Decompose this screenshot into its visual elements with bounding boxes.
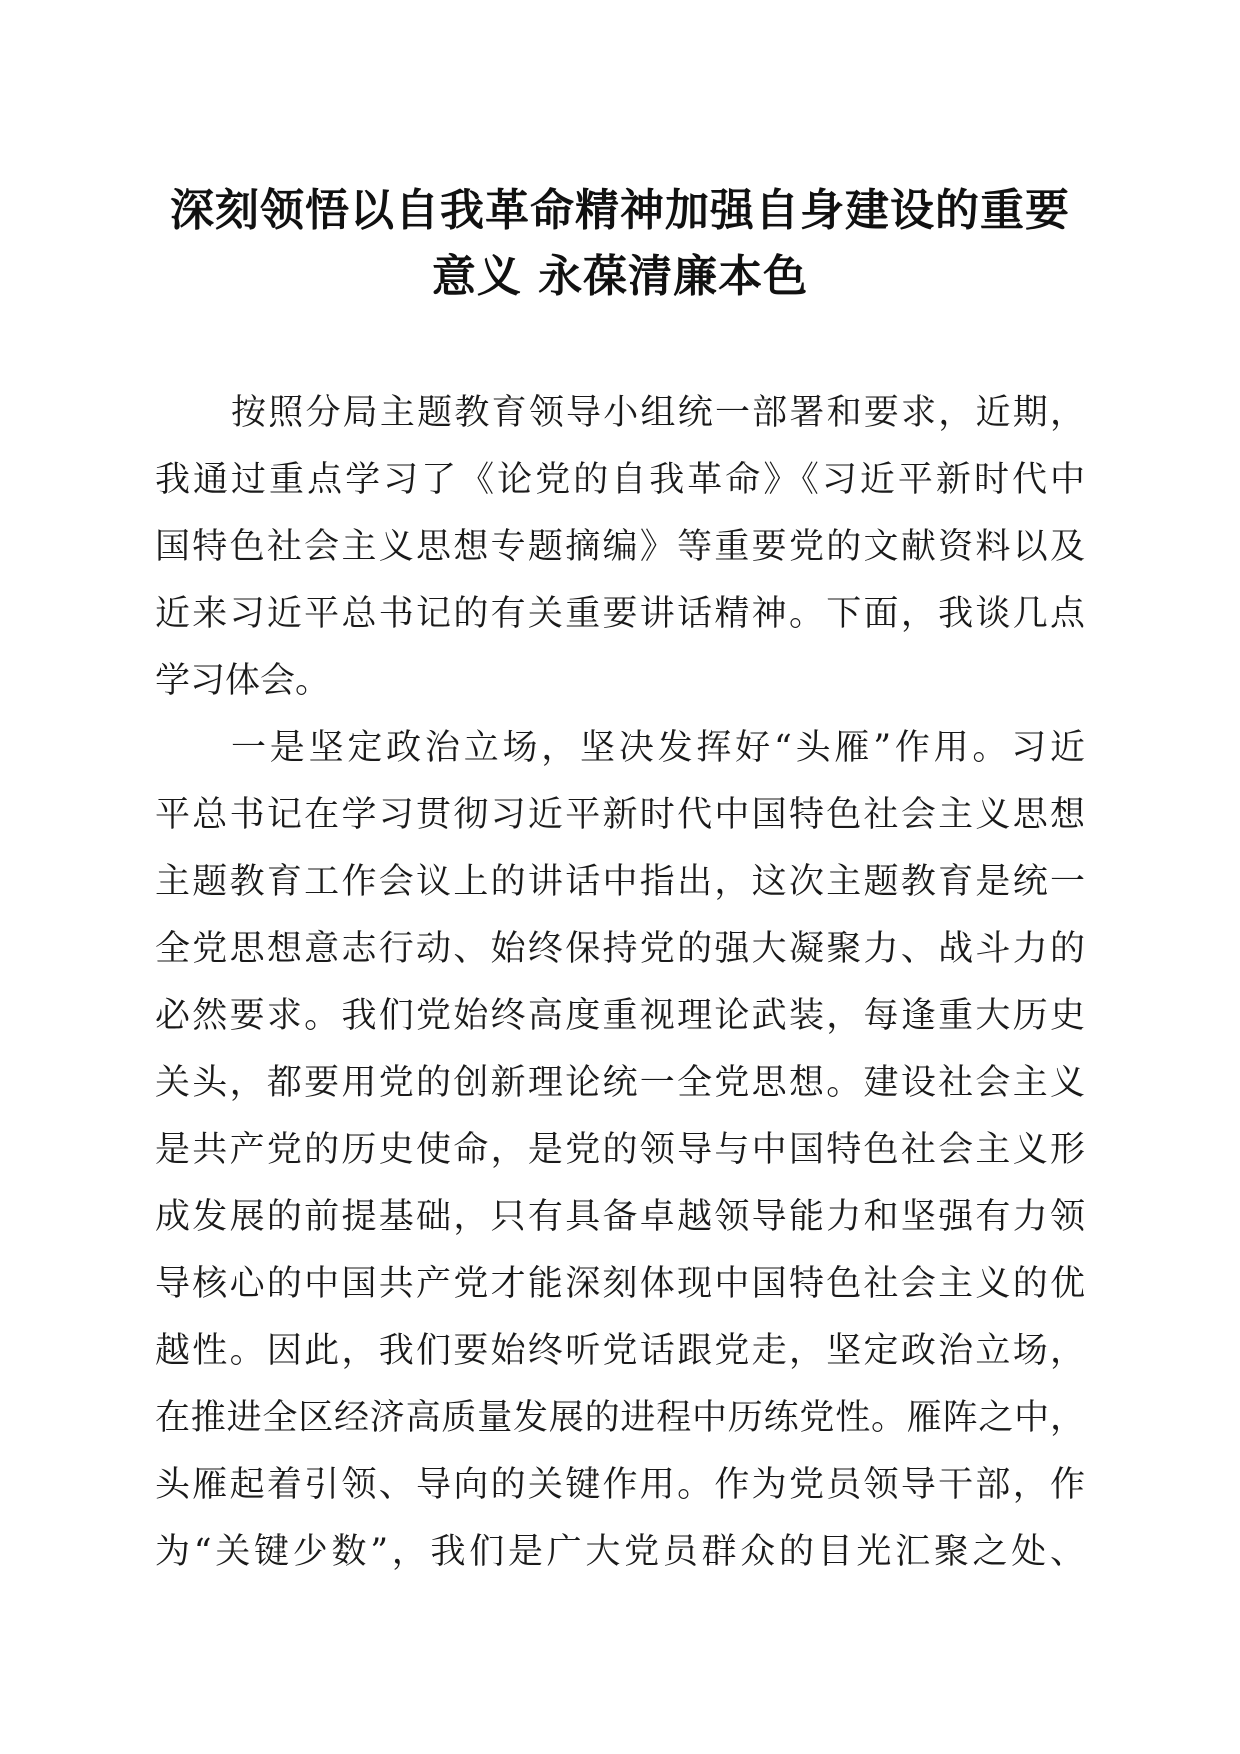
text-line: 是共产党的历史使命，是党的领导与中国特色社会主义形 (155, 1130, 1085, 1170)
text-line: 我通过重点学习了《论党的自我革命》《习近平新时代中 (155, 460, 1085, 500)
text-line: 主题教育工作会议上的讲话中指出，这次主题教育是统一 (155, 862, 1085, 902)
text-line: 按照分局主题教育领导小组统一部署和要求，近期， (231, 393, 1085, 433)
document-title (150, 178, 1090, 310)
text-line: 近来习近平总书记的有关重要讲话精神。下面，我谈几点 (155, 594, 1085, 634)
text-line: 关头，都要用党的创新理论统一全党思想。建设社会主义 (155, 1063, 1085, 1103)
text-line: 一是坚定政治立场，坚决发挥好“头雁”作用。习近 (231, 728, 1085, 768)
text-line: 为“关键少数”，我们是广大党员群众的目光汇聚之处、 (155, 1532, 1085, 1572)
text-line: 头雁起着引领、导向的关键作用。作为党员领导干部，作 (155, 1465, 1085, 1505)
text-line: 全党思想意志行动、始终保持党的强大凝聚力、战斗力的 (155, 929, 1085, 969)
title-line-2: 意义 永葆清廉本色 (431, 251, 809, 302)
text-line: 学习体会。 (155, 661, 331, 701)
text-line: 在推进全区经济高质量发展的进程中历练党性。雁阵之中， (155, 1398, 1085, 1438)
document-body (155, 380, 1085, 1586)
text-line: 平总书记在学习贯彻习近平新时代中国特色社会主义思想 (155, 795, 1085, 835)
text-line: 导核心的中国共产党才能深刻体现中国特色社会主义的优 (155, 1264, 1085, 1304)
text-line: 国特色社会主义思想专题摘编》等重要党的文献资料以及 (155, 527, 1085, 567)
text-line: 必然要求。我们党始终高度重视理论武装，每逢重大历史 (155, 996, 1085, 1036)
paragraph-point-one (155, 715, 1085, 1586)
text-line: 成发展的前提基础，只有具备卓越领导能力和坚强有力领 (155, 1197, 1085, 1237)
paragraph-intro (155, 380, 1085, 715)
title-line-1: 深刻领悟以自我革命精神加强自身建设的重要 (170, 185, 1070, 236)
text-line: 越性。因此，我们要始终听党话跟党走，坚定政治立场， (155, 1331, 1085, 1371)
